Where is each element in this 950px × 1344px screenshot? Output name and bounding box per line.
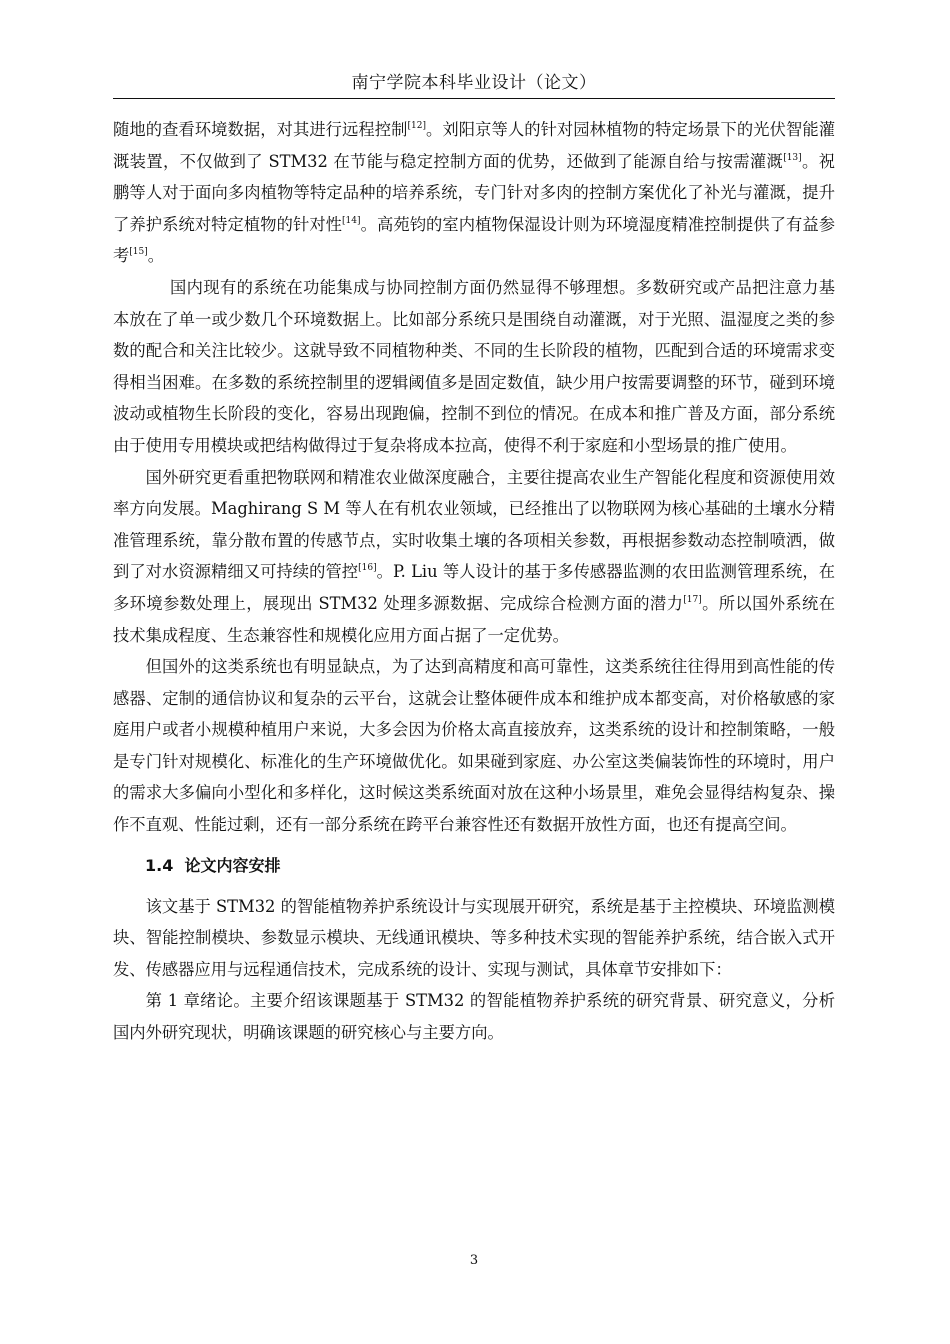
section-number: 1.4 [145,855,174,875]
section-heading [113,849,835,883]
paragraph-1-text-d: 。高苑钧的室内植物保湿设计则为环境湿度精准控制提供了有益参考 [113,214,835,266]
paragraph-3-text-a: 国外研究更看重把物联网和精准农业做深度融合，主要往提高农业生产智能化程度和资源使用效率方向发展。Maghirang S M 等人在有机农业领域，已经推出了以物联网为核心基础的土壤水分精准管理系统，靠分散布置的传感节点，实时收集土壤的各项相关参数，再根据参数动态控制喷洒，做到了对水资源精细又可持续的管控 [113,467,835,582]
paragraph-1-text-e: 。 [147,246,165,266]
citation-13: [13] [783,152,802,163]
page-number: 3 [469,1253,479,1268]
paragraph-1-text-b: 。刘阳京等人的针对园林植物的特定场景下的光伏智能灌溉装置，不仅做到了 STM32 在节能与稳定控制方面的优势，还做到了能源自给与按需灌溉 [113,120,835,171]
paragraph-1-text-c: 。祝鹏等人对于面向多肉植物等特定品种的培养系统，专门针对多肉的控制方案优化了补光与灌溉，提升了养护系统对特定植物的针对性 [113,151,835,234]
paragraph-3-text-c: 。所以国外系统在技术集成程度、生态兼容性和规模化应用方面占据了一定优势。 [113,593,835,645]
citation-12: [12] [407,121,426,131]
running-header: 南宁学院本科毕业设计（论文） [351,73,597,93]
citation-15: [15] [129,247,148,258]
paragraph-1 [113,114,835,272]
paragraph-3 [113,462,835,652]
body-text [113,114,835,1049]
paragraph-4: 但国外的这类系统也有明显缺点，为了达到高精度和高可靠性，这类系统往往得用到高性能的传感器、定制的通信协议和复杂的云平台，这就会让整体硬件成本和维护成本都变高，对价格敏感的家庭用户或者小规模种植用户来说，大多会因为价格太高直接放弃，这类系统的设计和控制策略，一般是专门针对规模化、标准化的生产环境做优化。如果碰到家庭、办公室这类偏装饰性的环境时，用户的需求大多偏向小型化和多样化，这时候这类系统面对放在这种小场景里，难免会显得结构复杂、操作不直观、性能过剩，还有一部分系统在跨平台兼容性还有数据开放性方面，也还有提高空间。 [113,657,835,835]
paragraph-1-text-a: 随地的查看环境数据，对其进行远程控制 [113,120,408,139]
paragraph-2: 国内现有的系统在功能集成与协同控制方面仍然显得不够理想。多数研究或产品把注意力基本放在了单一或少数几个环境数据上。比如部分系统只是围绕自动灌溉，对于光照、温湿度之类的参数的配合和关注比较少。这就导致不同植物种类、不同的生长阶段的植物，匹配到合适的环境需求变得相当困难。在多数的系统控制里的逻辑阈值多是固定数值，缺少用户按需要调整的环节，碰到环境波动或植物生长阶段的变化，容易出现跑偏，控制不到位的情况。在成本和推广普及方面，部分系统由于使用专用模块或把结构做得过于复杂将成本拉高，使得不利于家庭和小型场景的推广使用。 [113,277,835,455]
paragraph-3-text-b: 。P. Liu 等人设计的基于多传感器监测的农田监测管理系统，在多环境参数处理上，展现出 STM32 处理多源数据、完成综合检测方面的潜力 [113,562,835,613]
header-rule [113,98,835,99]
section-paragraph-2: 第 1 章绪论。主要介绍该课题基于 STM32 的智能植物养护系统的研究背景、研究意义，分析国内外研究现状，明确该课题的研究核心与主要方向。 [113,991,835,1043]
citation-16: [16] [358,563,377,574]
citation-14: [14] [342,215,361,226]
citation-17: [17] [683,594,702,605]
section-title: 论文内容安排 [184,855,281,875]
section-paragraph-1: 该文基于 STM32 的智能植物养护系统设计与实现展开研究，系统是基于主控模块、环境监测模块、智能控制模块、参数显示模块、无线通讯模块、等多种技术实现的智能养护系统，结合嵌入式开发、传感器应用与远程通信技术，完成系统的设计、实现与测试，具体章节安排如下： [113,896,835,979]
